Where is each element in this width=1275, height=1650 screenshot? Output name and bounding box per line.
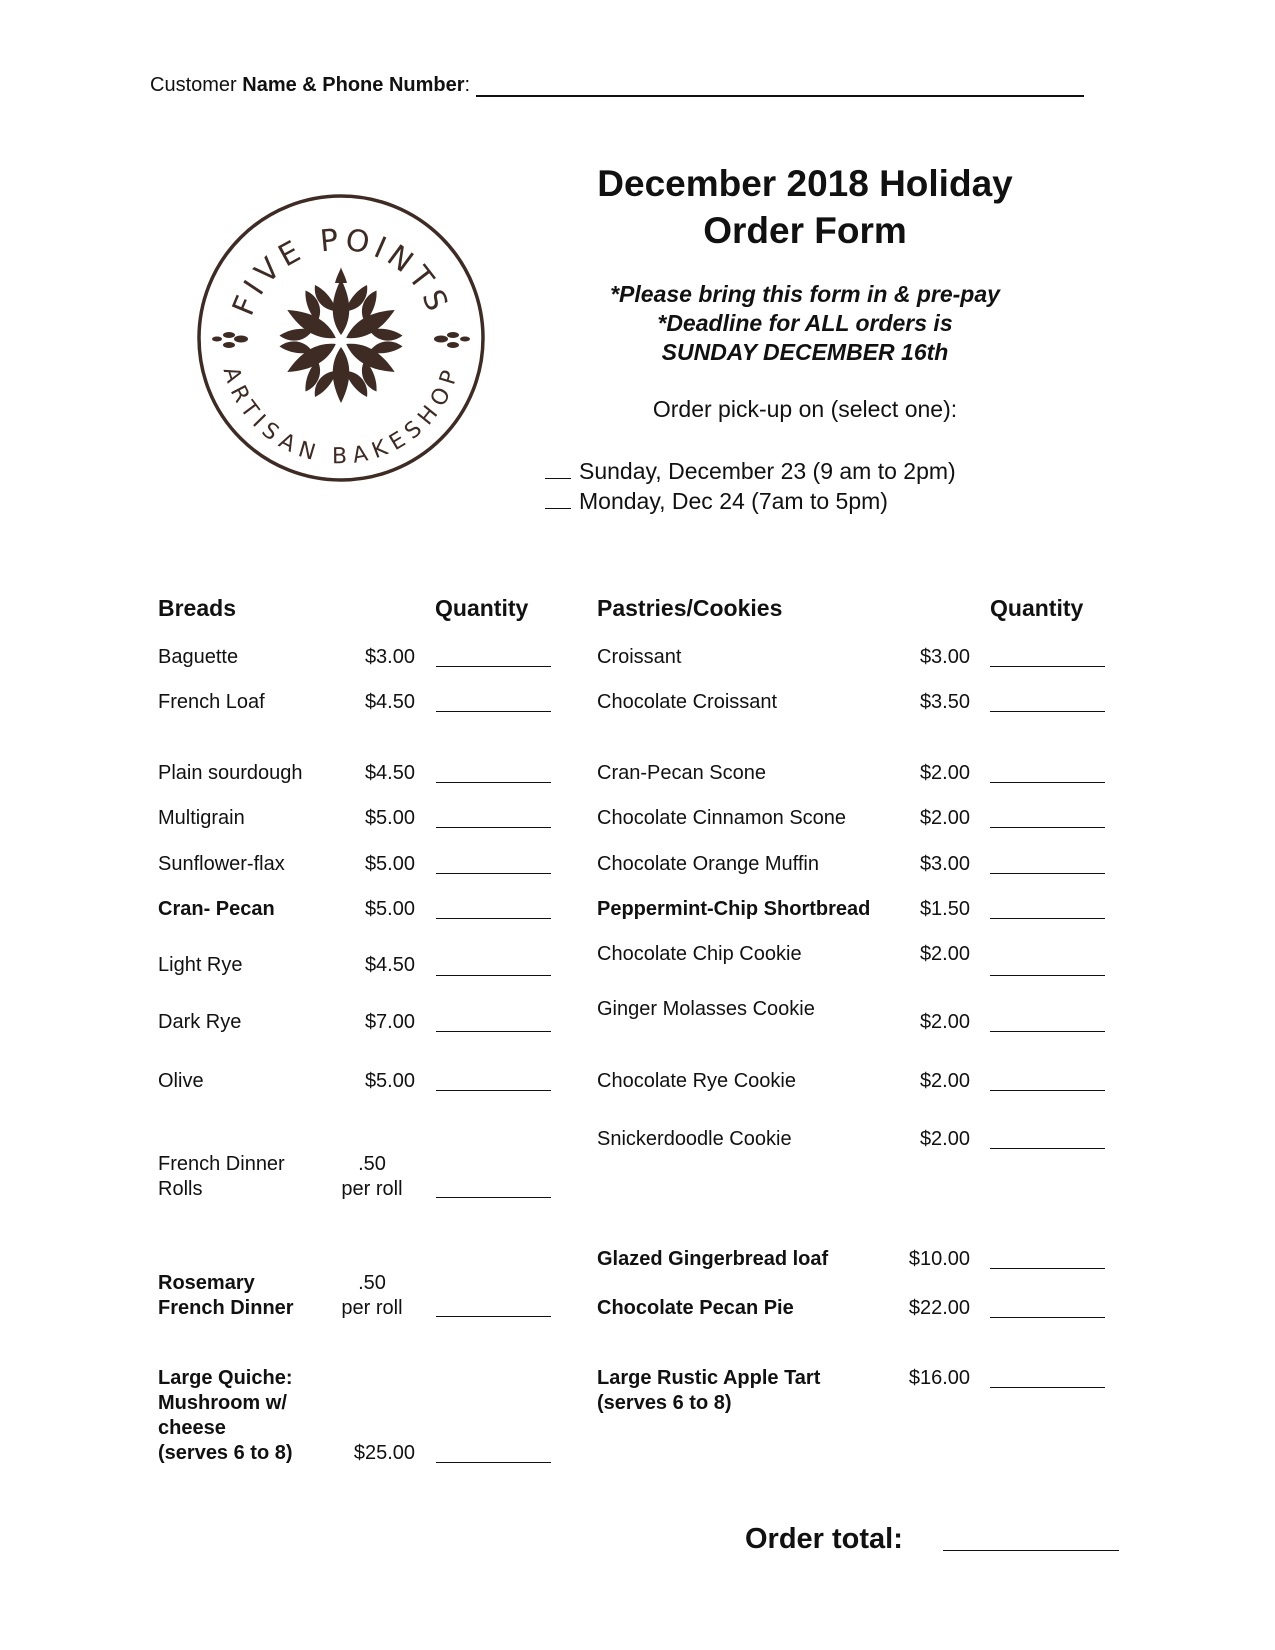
logo-top-text: FIVE POINTS (225, 222, 457, 321)
bread-name (158, 1152, 285, 1202)
pastries-quantity-header: Quantity (990, 595, 1084, 621)
pastry-name: Chocolate Rye Cookie (597, 1070, 796, 1092)
bread-price: $3.00 (364, 646, 415, 668)
bread-price-line: per roll (341, 1297, 403, 1319)
bread-name: Plain sourdough (158, 762, 303, 784)
bread-quantity-line[interactable] (436, 1462, 551, 1463)
bread-quantity-line[interactable] (436, 827, 551, 828)
pastry-price: $2.00 (919, 1128, 970, 1150)
bread-name: French Loaf (158, 691, 265, 713)
customer-name-phone-field (150, 74, 1084, 97)
bread-name-line: French Dinner (158, 1153, 285, 1175)
bread-name-line: Mushroom w/ (158, 1392, 287, 1414)
pastry-quantity-line[interactable] (990, 975, 1105, 976)
bread-name: Sunflower-flax (158, 853, 285, 875)
note-prepay: *Please bring this form in & pre-pay (610, 281, 1000, 307)
customer-label-bold: Name & Phone Number (242, 74, 465, 96)
pastry-name: Glazed Gingerbread loaf (597, 1248, 829, 1270)
bread-price: $7.00 (364, 1011, 415, 1033)
bread-name: Baguette (158, 646, 239, 668)
bread-quantity-line[interactable] (436, 1316, 551, 1317)
pastry-price: $3.00 (919, 646, 970, 668)
order-total-label: Order total: (745, 1523, 903, 1555)
form-title (560, 160, 1050, 254)
bread-name (158, 1366, 293, 1466)
logo-bottom-text: ARTISAN BAKESHOP (217, 363, 465, 470)
pastry-name-line: Large Rustic Apple Tart (597, 1367, 821, 1389)
bread-name: Olive (158, 1070, 204, 1092)
pastry-price: $2.00 (919, 1070, 970, 1092)
bread-name (158, 1271, 294, 1321)
pastry-name: Snickerdoodle Cookie (597, 1128, 792, 1150)
pastry-quantity-line[interactable] (990, 1387, 1105, 1388)
pastry-name: Ginger Molasses Cookie (597, 998, 815, 1020)
bread-name-line: Rolls (158, 1178, 203, 1200)
bread-quantity-line[interactable] (436, 918, 551, 919)
bread-name-line: Large Quiche: (158, 1367, 293, 1389)
pastry-quantity-line[interactable] (990, 1090, 1105, 1091)
pickup-option-label: Monday, Dec 24 (7am to 5pm) (579, 488, 888, 514)
pastry-name: Chocolate Cinnamon Scone (597, 807, 847, 829)
bread-name: Multigrain (158, 807, 245, 829)
pickup-options (545, 456, 956, 516)
pastry-quantity-line[interactable] (990, 1268, 1105, 1269)
breads-header: Breads (158, 595, 236, 621)
pastry-name: Chocolate Pecan Pie (597, 1297, 794, 1319)
pickup-prompt: Order pick-up on (select one): (652, 396, 958, 422)
form-title-line1: December 2018 Holiday (597, 163, 1013, 204)
customer-label-prefix: Customer (150, 74, 243, 96)
pastry-name: Chocolate Chip Cookie (597, 943, 802, 965)
bread-price: $25.00 (353, 1442, 415, 1464)
customer-label-suffix: : (464, 74, 471, 96)
note-deadline: *Deadline for ALL orders is (657, 310, 953, 336)
bread-price (328, 1271, 416, 1321)
form-notes (560, 280, 1050, 367)
bread-quantity-line[interactable] (436, 1090, 551, 1091)
bread-quantity-line[interactable] (436, 1031, 551, 1032)
bread-price: $5.00 (364, 807, 415, 829)
bread-quantity-line[interactable] (436, 711, 551, 712)
bread-name-line: cheese (158, 1417, 226, 1439)
bread-price (328, 1152, 416, 1202)
pastry-quantity-line[interactable] (990, 918, 1105, 919)
bread-price: $4.50 (364, 954, 415, 976)
note-deadline-date: SUNDAY DECEMBER 16th (661, 339, 949, 365)
order-total-line[interactable] (943, 1550, 1119, 1551)
pickup-option-monday[interactable] (545, 486, 956, 516)
bread-price: $4.50 (364, 691, 415, 713)
pastry-quantity-line[interactable] (990, 827, 1105, 828)
pastry-price: $16.00 (908, 1367, 970, 1389)
pastry-quantity-line[interactable] (990, 711, 1105, 712)
pastry-price: $2.00 (919, 762, 970, 784)
bread-quantity-line[interactable] (436, 873, 551, 874)
pastries-header: Pastries/Cookies (597, 595, 783, 621)
bread-quantity-line[interactable] (436, 975, 551, 976)
pastry-name-line: (serves 6 to 8) (597, 1392, 732, 1414)
bread-quantity-line[interactable] (436, 1197, 551, 1198)
pastry-name: Croissant (597, 646, 682, 668)
pastry-quantity-line[interactable] (990, 1148, 1105, 1149)
bread-name: Light Rye (158, 954, 243, 976)
bread-quantity-line[interactable] (436, 782, 551, 783)
pastry-name (597, 1366, 820, 1416)
bread-price-line: .50 (358, 1272, 386, 1294)
breads-quantity-header: Quantity (435, 595, 529, 621)
bread-price: $5.00 (364, 898, 415, 920)
pastry-price: $2.00 (919, 807, 970, 829)
bread-quantity-line[interactable] (436, 666, 551, 667)
pickup-option-label: Sunday, December 23 (9 am to 2pm) (579, 458, 956, 484)
pastry-price: $3.00 (919, 853, 970, 875)
bread-price: $4.50 (364, 762, 415, 784)
pastry-price: $1.50 (919, 898, 970, 920)
bread-name-line: French Dinner (158, 1297, 294, 1319)
pastry-name: Chocolate Orange Muffin (597, 853, 819, 875)
pastry-price: $2.00 (919, 943, 970, 965)
pastry-price: $2.00 (919, 1011, 970, 1033)
bread-name: Dark Rye (158, 1011, 242, 1033)
pickup-option-sunday[interactable] (545, 456, 956, 486)
pastry-price: $22.00 (908, 1297, 970, 1319)
bread-price-line: per roll (341, 1178, 403, 1200)
bread-price-line: .50 (358, 1153, 386, 1175)
pastry-quantity-line[interactable] (990, 1317, 1105, 1318)
pastry-quantity-line[interactable] (990, 1031, 1105, 1032)
pickup-checkbox-line[interactable] (545, 486, 571, 509)
pastry-price: $3.50 (919, 691, 970, 713)
pastry-name: Chocolate Croissant (597, 691, 778, 713)
bread-name-line: Rosemary (158, 1272, 255, 1294)
customer-write-line[interactable] (476, 77, 1084, 97)
bread-price: $5.00 (364, 853, 415, 875)
pastry-quantity-line[interactable] (990, 782, 1105, 783)
pastry-name: Cran-Pecan Scone (597, 762, 766, 784)
pastry-price: $10.00 (908, 1248, 970, 1270)
pastry-quantity-line[interactable] (990, 873, 1105, 874)
five-points-logo (196, 193, 486, 483)
pickup-checkbox-line[interactable] (545, 456, 571, 479)
bread-name: Cran- Pecan (158, 898, 275, 920)
logo-emblem (196, 193, 486, 483)
form-title-line2: Order Form (703, 210, 907, 251)
pastry-quantity-line[interactable] (990, 666, 1105, 667)
pastry-name: Peppermint-Chip Shortbread (597, 898, 871, 920)
bread-price: $5.00 (364, 1070, 415, 1092)
bread-name-line: (serves 6 to 8) (158, 1442, 293, 1464)
